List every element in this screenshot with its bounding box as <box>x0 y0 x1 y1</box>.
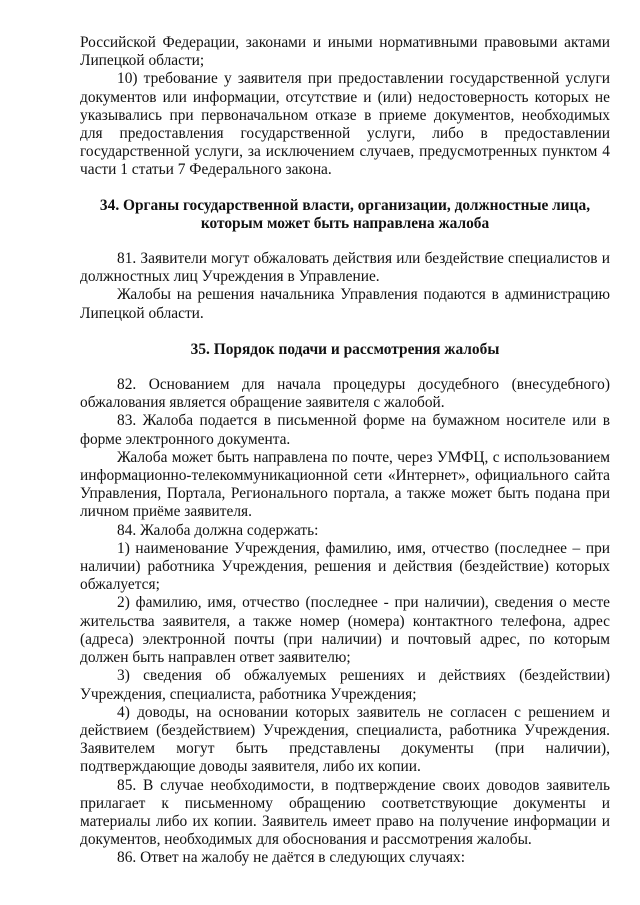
paragraph-84-item-4: 4) доводы, на основании которых заявитель не согласен с решением и действием (бездействием) Учреждения, специалиста, работника Учреждения. Заявителем могут быть представлены документы (при наличии), подтверждающие доводы заявителя, либо их копии. <box>80 703 610 776</box>
paragraph-continuation: Российской Федерации, законами и иными нормативными правовыми актами Липецкой области; <box>80 34 610 70</box>
paragraph-84-item-1: 1) наименование Учреждения, фамилию, имя, отчество (последнее – при наличии) работника Учреждения, решения и действия (бездействие) которых обжалуется; <box>80 539 610 594</box>
paragraph-85: 85. В случае необходимости, в подтверждение своих доводов заявитель прилагает к письменному обращению соответствующие документы и материалы либо их копии. Заявитель имеет право на получение информации и документов, необходимых для обоснования и рассмотрения жалобы. <box>80 776 610 849</box>
paragraph-84-item-3: 3) сведения об обжалуемых решениях и действиях (бездействии) Учреждения, специалиста, работника Учреждения; <box>80 667 610 703</box>
paragraph-86: 86. Ответ на жалобу не даётся в следующих случаях: <box>117 849 466 867</box>
paragraph-83-channels: Жалоба может быть направлена по почте, через УМФЦ, с использованием информационно-телекоммуникационной сети «Интернет», официального сайта Управления, Портала, Регионального портала, а также может быть подана при личном приёме заявителя. <box>80 448 610 521</box>
paragraph-84-item-2: 2) фамилию, имя, отчество (последнее - при наличии), сведения о месте жительства заявителя, а также номер (номера) контактного телефона, адрес (адреса) электронной почты (при наличии) и почтовый адрес, по которым должен быть направлен ответ заявителю; <box>80 594 610 667</box>
paragraph-item-10: 10) требование у заявителя при предоставлении государственной услуги документов или информации, отсутствие и (или) недостоверность которых не указывались при первоначальном отказе в приеме документов, необходимых для предоставления государственной услуги, либо в предоставлении государственной услуги, за исключением случаев, предусмотренных пунктом 4 части 1 статьи 7 Федерального закона. <box>80 70 610 179</box>
section-heading-34: 34. Органы государственной власти, организации, должностные лица, которым может быть направлена жалоба <box>99 196 591 232</box>
paragraph-81: 81. Заявители могут обжаловать действия или бездействие специалистов и должностных лиц Учреждения в Управление. <box>80 250 610 286</box>
paragraph-84: 84. Жалоба должна содержать: <box>117 521 319 539</box>
paragraph-82: 82. Основанием для начала процедуры досудебного (внесудебного) обжалования является обращение заявителя с жалобой. <box>80 376 610 412</box>
document-page <box>80 34 610 868</box>
section-heading-35: 35. Порядок подачи и рассмотрения жалобы <box>190 340 500 358</box>
paragraph-83: 83. Жалоба подается в письменной форме на бумажном носителе или в форме электронного документа. <box>80 412 610 448</box>
paragraph-81-complaints: Жалобы на решения начальника Управления подаются в администрацию Липецкой области. <box>80 286 610 322</box>
